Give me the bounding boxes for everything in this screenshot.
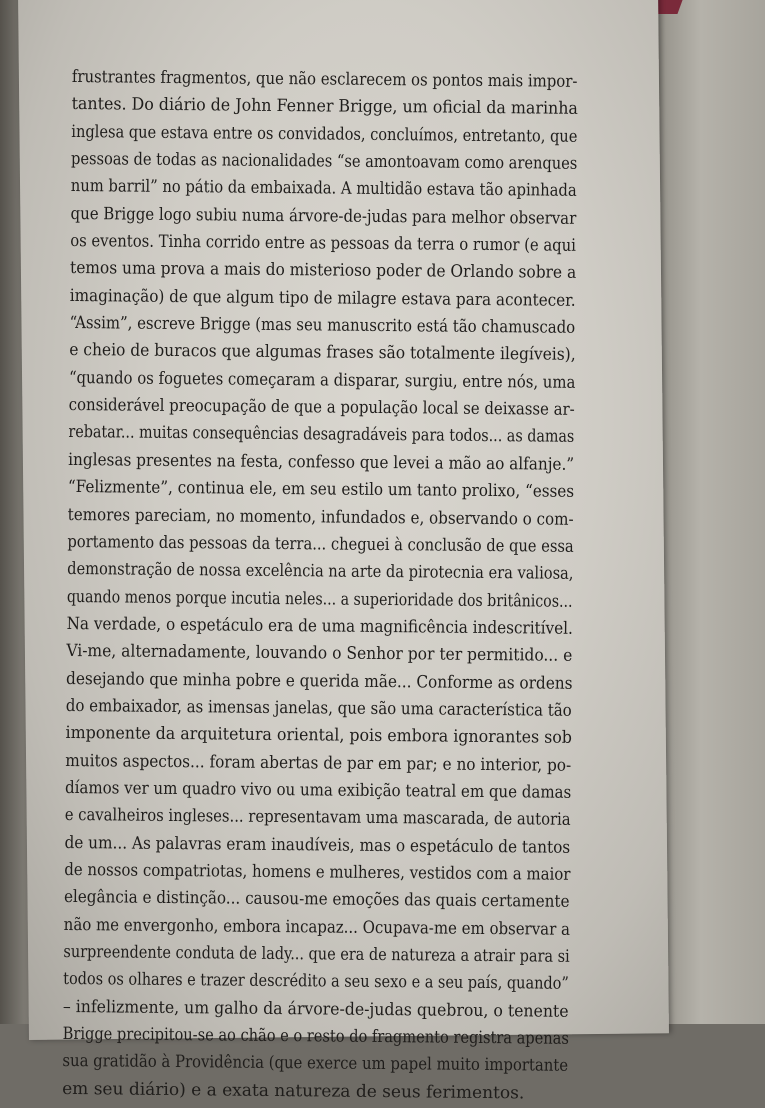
text-line: tantes. Do diário de John Fenner Brigge, um oficial da marinha [71, 94, 579, 120]
text-line: imponente da arquitetura oriental, pois embora ignorantes sob [65, 723, 573, 749]
text-line: desejando que minha pobre e querida mãe... Conforme as ordens [66, 668, 573, 694]
text-line: num barril” no pátio da embaixada. A multidão estava tão apinhada [70, 176, 577, 202]
page-text [62, 64, 578, 1108]
text-line: do embaixador, as imensas janelas, que são uma característica tão [65, 695, 572, 721]
text-line: “Assim”, escreve Brigge (mas seu manuscrito está tão chamuscado [69, 313, 576, 338]
text-line: díamos ver um quadro vivo ou uma exibição teatral em que damas [64, 777, 572, 803]
text-line: portamento das pessoas da terra... cheguei à conclusão de que essa [67, 531, 574, 557]
text-line: inglesa que estava entre os convidados, concluímos, entretanto, que [71, 121, 578, 147]
text-line: frustrantes fragmentos, que não esclarecem os pontos mais impor- [71, 66, 578, 92]
text-line: temos uma prova a mais do misterioso poder de Orlando sobre a [69, 258, 577, 284]
text-line: Na verdade, o espetáculo era de uma magnificência indescritível. [66, 613, 574, 639]
text-line: não me envergonho, embora incapaz... Ocupava-me em observar a [63, 914, 571, 940]
text-line: que Brigge logo subiu numa árvore-de-judas para melhor observar [70, 203, 577, 229]
text-line: temores pareciam, no momento, infundados e, observando o com- [67, 504, 574, 530]
text-line: “Felizmente”, continua ele, em seu estilo um tanto prolixo, “esses [67, 477, 575, 502]
text-line: inglesas presentes na festa, confesso que levei a mão ao alfanje.” [68, 449, 575, 475]
text-line: rebatar... muitas consequências desagradáveis para todos... as damas [68, 422, 575, 448]
text-line: e cavalheiros ingleses... representavam uma mascarada, de autoria [64, 805, 571, 831]
text-line: de um... As palavras eram inaudíveis, mas o espetáculo de tantos [64, 832, 571, 858]
text-line: os eventos. Tinha corrido entre as pessoas da terra o rumor (e aqui [70, 231, 577, 256]
text-line: demonstração de nossa excelência na arte da pirotecnia era valiosa, [67, 559, 574, 585]
text-line: Brigge precipitou-se ao chão e o resto do fragmento registra apenas [62, 1023, 569, 1049]
text-line: imaginação) de que algum tipo de milagre estava para acontecer. [69, 285, 576, 311]
text-line: todos os olhares e trazer descrédito a seu sexo e a seu país, quando” [63, 969, 569, 995]
text-line: pessoas de todas as nacionalidades “se amontoavam como arenques [70, 149, 578, 174]
text-line: Vi-me, alternadamente, louvando o Senhor por ter permitido... e [66, 641, 573, 667]
text-line: surpreendente conduta de lady... que era de natureza a atrair para si [63, 941, 570, 967]
text-line: “quando os foguetes começaram a disparar, surgiu, entre nós, uma [68, 367, 576, 393]
text-line: muitos aspectos... foram abertas de par em par; e no interior, po- [65, 750, 572, 776]
text-line: sua gratidão à Providência (que exerce um papel muito importante [62, 1051, 569, 1077]
text-line: considerável preocupação de que a população local se deixasse ar- [68, 395, 575, 420]
text-line: em seu diário) e a exata natureza de seus ferimentos. [62, 1078, 525, 1104]
text-line: de nossos compatriotas, homens e mulheres, vestidos com a maior [64, 859, 571, 885]
text-line: – infelizmente, um galho da árvore-de-judas quebrou, o tenente [62, 996, 569, 1022]
text-line: e cheio de buracos que algumas frases são totalmente ilegíveis), [69, 340, 576, 366]
text-line: quando menos porque incutia neles... a superioridade dos britânicos... [66, 586, 573, 612]
text-line: elegância e distinção... causou-me emoções das quais certamente [63, 887, 570, 913]
